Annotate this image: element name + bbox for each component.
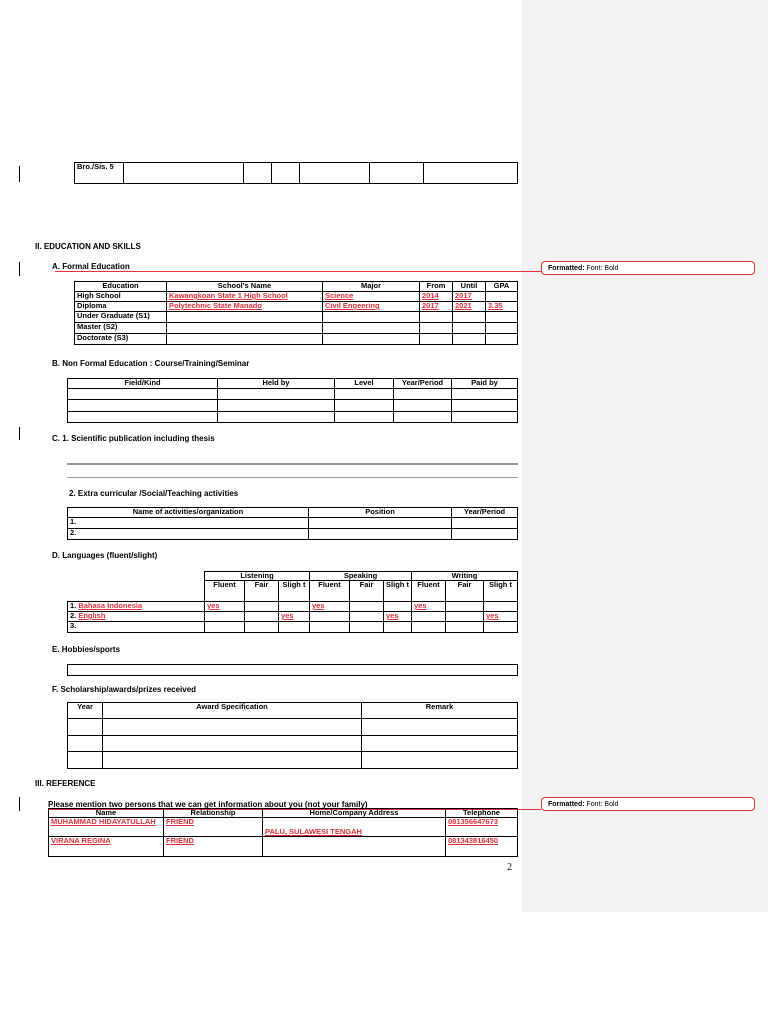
page-number: 2: [507, 862, 512, 873]
awards-table: [67, 702, 518, 769]
col-header: Level: [335, 379, 394, 389]
col-header: Held by: [218, 379, 335, 389]
col-header: Remark: [362, 703, 518, 719]
extra-table: [67, 507, 518, 540]
group-header: Writing: [412, 572, 518, 581]
table-row: VIRANA REGINA FRIEND 081343816450: [49, 837, 518, 857]
formal-education-table: [74, 281, 518, 345]
table-row: Under Graduate (S1): [75, 312, 518, 323]
table-row: Diploma Polytechnic State Manado Civil Engeering 2017 2021 3.35: [75, 302, 518, 312]
table-row: 2. English yes yes yes: [68, 612, 518, 622]
reference-title: III. REFERENCE: [35, 779, 96, 788]
languages-table: Listening Speaking Writing Fluent Fair Sligh t Fluent Fair Sligh t Fluent Fair Sligh t 1. Bahasa Indonesia yes yes yes 2. English yes yes yes 3.: [67, 571, 518, 633]
col-header: Year/Period: [394, 379, 452, 389]
col-header: Telephone: [446, 809, 518, 818]
col-header: GPA: [486, 282, 518, 292]
col-header: Relationship: [164, 809, 263, 818]
table-row: 1.: [68, 518, 518, 529]
nonformal-table: [67, 378, 518, 423]
change-bar: [19, 166, 20, 182]
group-header: Speaking: [310, 572, 412, 581]
col-header: Name: [49, 809, 164, 818]
comment-pane: [522, 0, 768, 912]
col-header: Name of activities/organization: [68, 508, 309, 518]
table-row: High School Kawangkoan State 1 High School Science 2014 2017: [75, 292, 518, 302]
section-title: II. EDUCATION AND SKILLS: [35, 242, 141, 251]
table-row: Doctorate (S3): [75, 334, 518, 345]
group-header: Listening: [205, 572, 310, 581]
table-row: 1. Bahasa Indonesia yes yes yes: [68, 602, 518, 612]
table-row: MUHAMMAD HIDAYATULLAH FRIEND PALU, SULAWESI TENGAH 081356647673: [49, 818, 518, 837]
publication-line: [67, 477, 518, 478]
col-header: Home/Company Address: [263, 809, 446, 818]
publication-line: [67, 463, 518, 465]
languages-title: D. Languages (fluent/slight): [52, 551, 158, 560]
extra-title: 2. Extra curricular /Social/Teaching activities: [69, 489, 239, 498]
col-header: Year/Period: [452, 508, 518, 518]
col-header: Until: [453, 282, 486, 292]
hobbies-box: [67, 664, 518, 676]
formal-title: A. Formal Education: [52, 262, 130, 271]
reference-note: Please mention two persons that we can get information about you (not your family): [48, 800, 368, 809]
table-row: Master (S2): [75, 323, 518, 334]
hobbies-title: E. Hobbies/sports: [52, 645, 121, 654]
table-row: 3.: [68, 622, 518, 633]
publication-title: C. 1. Scientific publication including thesis: [52, 434, 215, 443]
col-header: School's Name: [167, 282, 323, 292]
col-header: Award Specification: [103, 703, 362, 719]
reference-table: [48, 808, 518, 857]
comment-balloon[interactable]: Formatted: Font: Bold: [541, 261, 755, 275]
awards-title: F. Scholarship/awards/prizes received: [52, 685, 197, 694]
col-header: Major: [323, 282, 420, 292]
change-bar: [19, 797, 20, 811]
comment-balloon[interactable]: Formatted: Font: Bold: [541, 797, 755, 811]
change-bar: [19, 262, 20, 276]
sibling-table: [74, 162, 518, 184]
col-header: Year: [68, 703, 103, 719]
col-header: From: [420, 282, 453, 292]
sibling-label: Bro./Sis. 5: [75, 163, 124, 184]
comment-leader: [55, 271, 541, 272]
col-header: Education: [75, 282, 167, 292]
col-header: Paid by: [452, 379, 518, 389]
nonformal-title: B. Non Formal Education : Course/Training/Seminar: [52, 359, 250, 368]
change-bar: [19, 427, 20, 440]
table-row: 2.: [68, 529, 518, 540]
col-header: Field/Kind: [68, 379, 218, 389]
col-header: Position: [309, 508, 452, 518]
